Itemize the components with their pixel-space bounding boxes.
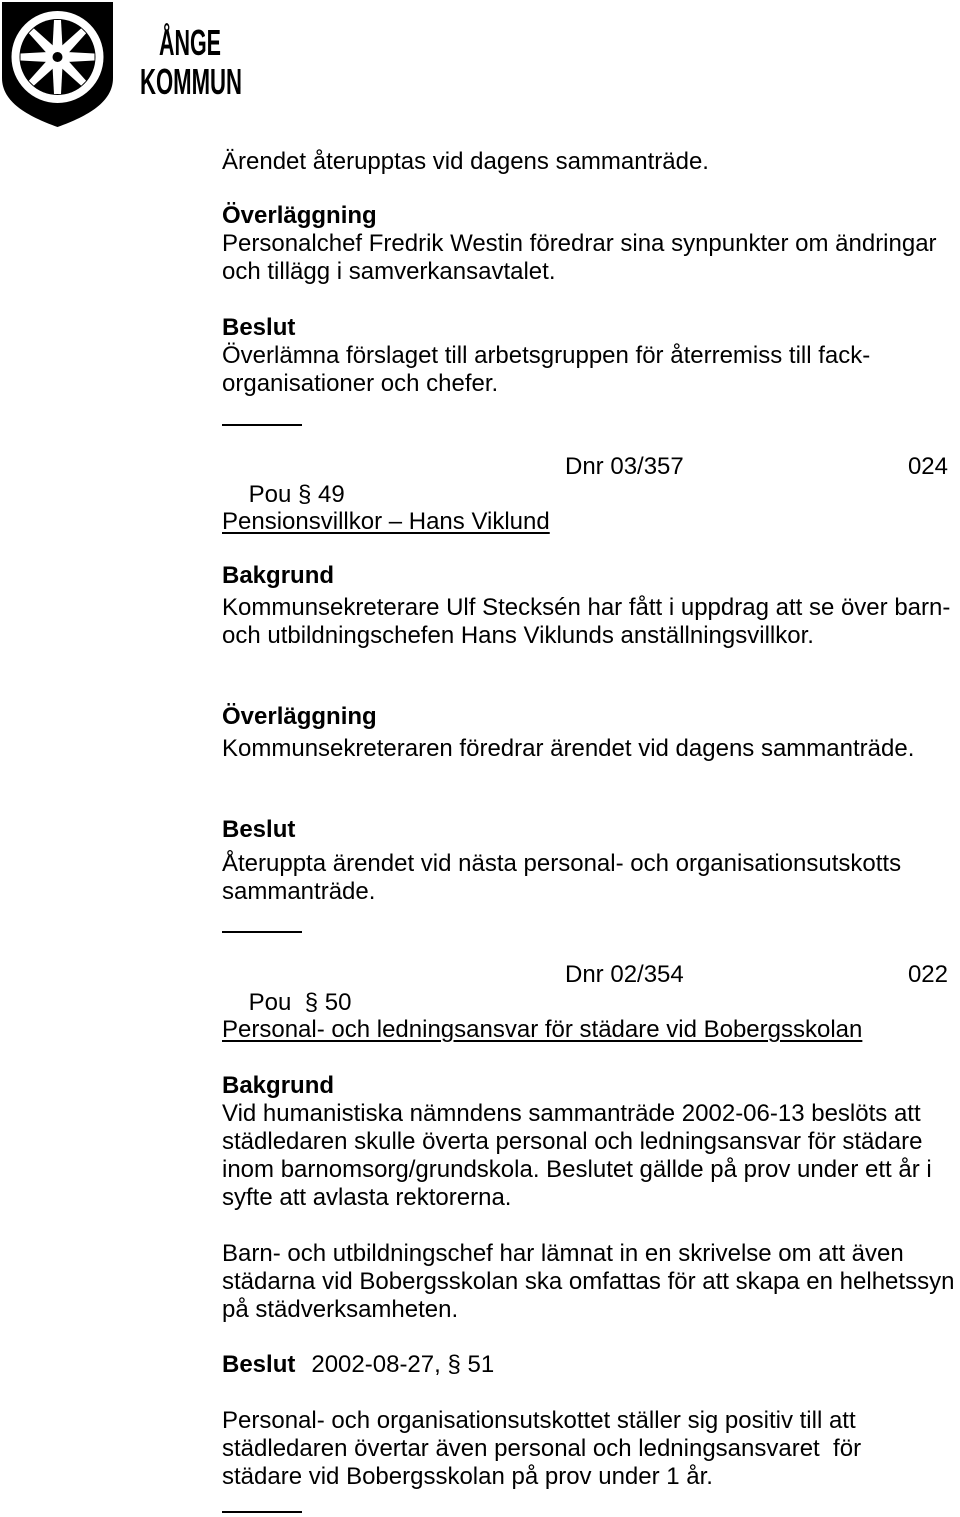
- deliberation-heading: Överläggning: [222, 703, 377, 730]
- resumed-item-text: Ärendet återupptas vid dagens sammanträde.: [222, 148, 709, 175]
- item-title: Pensionsvillkor – Hans Viklund: [222, 508, 550, 535]
- decision-text-line: Återuppta ärendet vid nästa personal- och organisationsutskotts: [222, 850, 902, 877]
- dnr-number: Dnr 03/357: [565, 453, 684, 480]
- item-header-row: [222, 453, 948, 508]
- municipality-logo: [0, 0, 250, 130]
- decision-heading: Beslut: [222, 1351, 296, 1378]
- decision-text: [222, 850, 901, 906]
- decision-text: [222, 1407, 861, 1491]
- deliberation-heading-block: [222, 703, 377, 731]
- decision-text-line: organisationer och chefer.: [222, 370, 499, 397]
- decision-heading-block: [222, 1351, 494, 1379]
- wheel-shield-icon: [2, 2, 113, 127]
- paragraph-number: Pou § 49: [248, 481, 345, 508]
- background-heading-block: [222, 562, 334, 590]
- decision-section: [222, 314, 870, 398]
- archive-code: 024: [907, 453, 948, 480]
- decision-reference: 2002-08-27, § 51: [311, 1351, 495, 1378]
- decision-text-line: städledaren övertar även personal och ledningsansvaret för: [222, 1435, 862, 1462]
- background-paragraph: [222, 1240, 954, 1324]
- item-header-row: [222, 961, 948, 1016]
- decision-text-line: städare vid Bobergsskolan på prov under 1 år.: [222, 1463, 713, 1490]
- background-text-line: städarna vid Bobergsskolan ska omfattas för att skapa en helhetssyn: [222, 1268, 955, 1295]
- background-text-line: Vid humanistiska nämndens sammanträde 2002-06-13 beslöts att: [222, 1100, 921, 1127]
- background-text-line: Barn- och utbildningschef har lämnat in en skrivelse om att även: [222, 1240, 904, 1267]
- item-title-block: [222, 1016, 862, 1044]
- decision-heading: Beslut: [222, 816, 296, 843]
- decision-text-line: Personal- och organisationsutskottet ställer sig positiv till att: [222, 1407, 856, 1434]
- decision-text-line: Överlämna förslaget till arbetsgruppen för återremiss till fack-: [222, 342, 871, 369]
- background-heading: Bakgrund: [222, 1072, 335, 1099]
- section-separator: [222, 1511, 302, 1513]
- deliberation-section: [222, 202, 937, 286]
- dnr-number: Dnr 02/354: [565, 961, 684, 988]
- background-text-line: Kommunsekreterare Ulf Stecksén har fått i uppdrag att se över barn-: [222, 594, 951, 621]
- background-text-line: inom barnomsorg/grundskola. Beslutet gällde på prov under ett år i: [222, 1156, 932, 1183]
- deliberation-text: [222, 735, 914, 763]
- logo-name-line1: ÅNGE: [159, 22, 221, 63]
- deliberation-text-line: Personalchef Fredrik Westin föredrar sina synpunkter om ändringar: [222, 230, 937, 257]
- background-section: [222, 1072, 932, 1212]
- item-title: Personal- och ledningsansvar för städare vid Bobergsskolan: [222, 1016, 863, 1043]
- paragraph-number: Pou § 50: [248, 989, 352, 1016]
- background-text-line: och utbildningschefen Hans Viklunds anställningsvillkor.: [222, 622, 814, 649]
- item-title-block: [222, 508, 550, 536]
- section-separator: [222, 424, 302, 426]
- background-text-line: städledaren skulle överta personal och ledningsansvar för städare: [222, 1128, 923, 1155]
- deliberation-text-line: Kommunsekreteraren föredrar ärendet vid dagens sammanträde.: [222, 735, 915, 762]
- deliberation-heading: Överläggning: [222, 202, 377, 229]
- background-heading: Bakgrund: [222, 562, 335, 589]
- archive-code: 022: [907, 961, 948, 988]
- resumed-item-note: [222, 148, 709, 176]
- background-text: [222, 594, 950, 650]
- background-text-line: syfte att avlasta rektorerna.: [222, 1184, 512, 1211]
- logo-name-line2: KOMMUN: [140, 61, 242, 102]
- background-text-line: på städverksamheten.: [222, 1296, 459, 1323]
- deliberation-text-line: och tillägg i samverkansavtalet.: [222, 258, 556, 285]
- decision-text-line: sammanträde.: [222, 878, 376, 905]
- section-separator: [222, 931, 302, 933]
- decision-heading-line: [222, 1351, 494, 1379]
- decision-heading: Beslut: [222, 314, 296, 341]
- decision-heading-block: [222, 816, 295, 844]
